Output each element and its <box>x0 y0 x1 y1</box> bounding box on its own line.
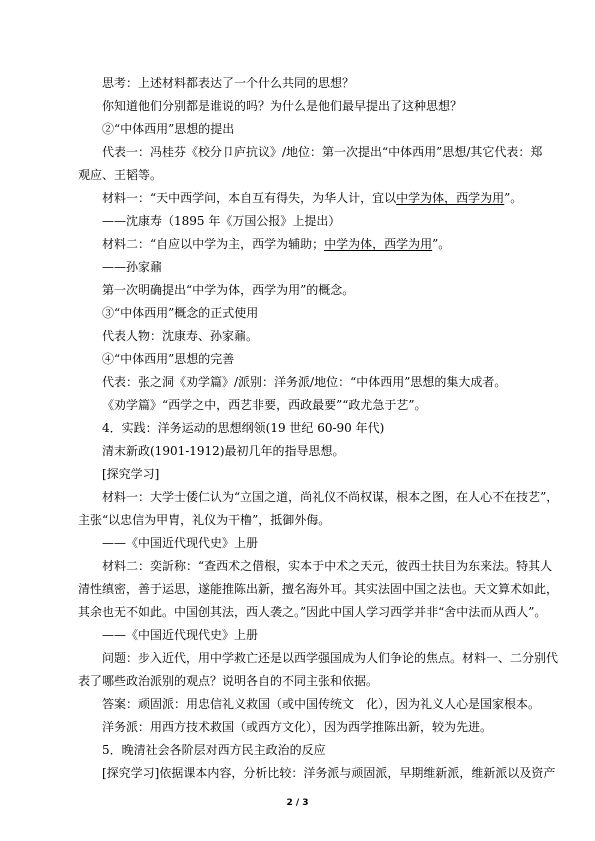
text-segment: ”。 <box>432 237 451 251</box>
text-line: 表了哪些政治派别的观点？说明各自的不同主张和依据。 <box>78 674 379 688</box>
underlined-text: 中学为体，西学为用 <box>396 191 505 205</box>
text-line: [探究学习]依据课本内容，分析比较：洋务派与顽固派，早期维新派，维新派以及资产 <box>102 766 556 780</box>
text-line: 《劝学篇》“西学之中，西艺非要，西政最要”“政尤急于艺”。 <box>102 398 427 412</box>
text-line: 答案：顽固派：用忠信礼义救国（或中国传统文 化），因为礼义人心是国家根本。 <box>102 697 541 711</box>
text-line: 洋务派：用西方技术救国（或西方文化），因为西学推陈出新，较为先进。 <box>102 720 493 734</box>
text-line: 其余也无不如此。中国创其法，西人袭之。”因此中国人学习西学并非“舍中法而从西人”。 <box>78 605 547 619</box>
page-number: 2 / 3 <box>286 798 309 808</box>
underlined-text: 中学为体，西学为用 <box>324 237 433 251</box>
text-line: 5．晚清社会各阶层对西方民主政治的反应 <box>102 743 326 757</box>
text-line: 清末新政(1901-1912)最初几年的指导思想。 <box>102 444 345 458</box>
text-line: 材料一：大学士倭仁认为“立国之道，尚礼仪不尚权谋，根本之图，在人心不在技艺”， <box>102 490 559 504</box>
text-line: ——孙家鼐 <box>102 260 163 274</box>
text-line: 代表人物：沈康寿、孙家鼐。 <box>102 329 259 343</box>
text-line: 代表：张之洞《劝学篇》/派别：洋务派/地位：“中体西用”思想的集大成者。 <box>102 375 507 389</box>
text-line: ——《中国近代现代史》上册 <box>102 628 259 642</box>
text-line: 材料二：奕訢称：“查西术之借根，实本于中术之天元，彼西士扶目为东来法。特其人 <box>102 559 553 573</box>
text-line: ——沈康寿（1895 年《万国公报》上提出） <box>102 214 341 228</box>
text-segment: 材料二：“自应以中学为主，西学为辅助； <box>102 237 325 251</box>
text-line: 问题：步入近代，用中学救亡还是以西学强国成为人们争论的焦点。材料一、二分别代 <box>102 651 559 665</box>
text-line: 主张“以忠信为甲胄，礼仪为干橹”，抵御外侮。 <box>78 513 331 527</box>
text-line: 第一次明确提出“中学为体，西学为用”的概念。 <box>102 283 355 297</box>
text-line: ④“中体西用”思想的完善 <box>102 352 235 366</box>
text-line: 思考：上述材料都表达了一个什么共同的思想？ <box>102 76 355 90</box>
text-line: 4．实践：洋务运动的思想纲领(19 世纪 60-90 年代) <box>102 421 385 435</box>
text-line: 观应、王韬等。 <box>78 168 163 182</box>
text-line: [探究学习] <box>102 467 160 481</box>
text-line: 你知道他们分别都是谁说的吗？为什么是他们最早提出了这种思想？ <box>102 99 463 113</box>
text-line <box>102 190 542 206</box>
text-line: ——《中国近代现代史》上册 <box>102 536 259 550</box>
text-line <box>102 236 542 252</box>
text-line: ③“中体西用”概念的正式使用 <box>102 306 259 320</box>
text-segment: 材料一：“天中西学问，本自互有得失，为华人计，宜以 <box>102 191 397 205</box>
text-line: 代表一：冯桂芬《校分卩庐抗议》/地位：第一次提出“中体西用”思想/其它代表：郑 <box>102 145 543 159</box>
text-segment: ”。 <box>504 191 523 205</box>
text-line: ②“中体西用”思想的提出 <box>102 122 235 136</box>
text-line: 清性缜密，善于运思，遂能推陈出新，擅名海外耳。其实法固中国之法也。天文算术如此， <box>78 582 559 596</box>
